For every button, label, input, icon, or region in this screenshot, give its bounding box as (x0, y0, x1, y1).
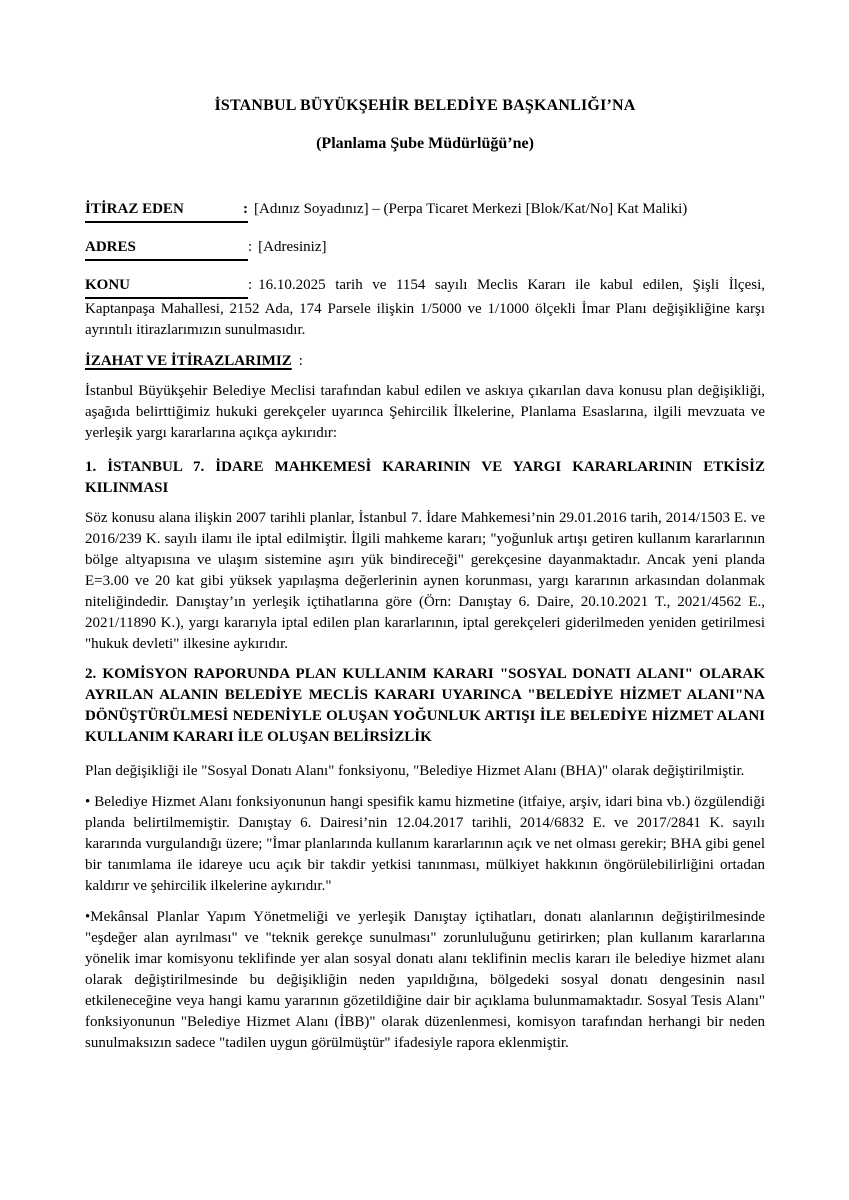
field-colon: : (243, 201, 248, 217)
field-colon: : (248, 277, 253, 293)
section2-intro-paragraph: Plan değişikliği ile "Sosyal Donatı Alanı" fonksiyonu, "Belediye Hizmet Alanı (BHA)" olarak değiştirilmiştir. (85, 763, 745, 779)
izahat-heading: İZAHAT VE İTİRAZLARIMIZ (85, 353, 292, 369)
document-subtitle: (Planlama Şube Müdürlüğü’ne) (316, 135, 534, 152)
izahat-intro-paragraph: İstanbul Büyükşehir Belediye Meclisi tarafından kabul edilen ve askıya çıkarılan dava konusu plan değişikliği, aşağıda belirttiğimiz hukuki gerekçeler uyarınca Şehircilik İlkelerine, Planlama Esaslarına, ilgili mevzuata ve yerleşik yargı kararlarına açıkça aykırıdır: (85, 383, 765, 441)
field-value-konu: 16.10.2025 tarih ve 1154 sayılı Meclis Kararı ile kabul edilen, Şişli İlçesi, Kaptanpaşa Mahallesi, 2152 Ada, 174 Parsele ilişkin 1/5000 ve 1/1000 ölçekli İmar Planı değişikliğine karşı ayrıntılı itirazlarımızın sunulmasıdır. (85, 277, 765, 338)
izahat-heading-row (85, 351, 765, 372)
section1-body-paragraph: Söz konusu alana ilişkin 2007 tarihli planlar, İstanbul 7. İdare Mahkemesi’nin 29.01.2016 tarih, 2014/1503 E. ve 2016/239 K. sayılı ilamı ile iptal edilmiştir. İlgili mahkeme kararı; "yoğunluk artışı getiren kullanım kararlarının bölge altyapısına ve ulaşım sistemine aşırı yük bindireceği" gerekçesine dayanmaktadır. Ancak yeni planda E=3.00 ve 20 kat gibi yüksek yapılaşma değerlerinin aynen korunması, yargı kararının arkasından dolanmak niteliğindedir. Danıştay’ın yerleşik içtihatlarına göre (Örn: Danıştay 6. Daire, 20.10.2021 T., 2021/4562 E., 2021/11890 K.), yargı kararıyla iptal edilen plan kararlarının, iptal gerekçeleri giderilmeden yeniden getirilmesi "hukuk devleti" ilkesine aykırıdır. (85, 510, 765, 652)
field-label-konu: KONU (85, 275, 248, 299)
field-label-text: İTİRAZ EDEN (85, 201, 184, 217)
field-label-adres: ADRES (85, 237, 248, 261)
field-value-itiraz-eden: [Adınız Soyadınız] – (Perpa Ticaret Merkezi [Blok/Kat/No] Kat Maliki) (254, 201, 688, 217)
field-label-itiraz-eden (85, 199, 248, 223)
section2-bullet1-paragraph: • Belediye Hizmet Alanı fonksiyonunun hangi spesifik kamu hizmetine (itfaiye, arşiv, idari bina vb.) özgülendiği planda belirtilmemiştir. Danıştay 6. Dairesi’nin 12.04.2017 tarihli, 2014/6832 E. ve 2017/2841 K. sayılı kararında vurgulandığı üzere; "İmar planlarında kullanım kararlarının açık ve net olması gerekir; BHA gibi genel bir tanımlama ile idareye ucu açık bir takdir yetkisi tanınması, mülkiyet hakkının öngörülebilirliğini ortadan kaldırır ve şehircilik ilkelerine aykırıdır." (85, 794, 765, 894)
field-colon: : (248, 239, 253, 255)
izahat-colon: : (298, 353, 303, 369)
field-value-adres: [Adresiniz] (258, 239, 327, 255)
field-row-konu (85, 275, 765, 341)
field-row-adres (85, 237, 765, 261)
section2-heading: 2. KOMİSYON RAPORUNDA PLAN KULLANIM KARARI "SOSYAL DONATI ALANI" OLARAK AYRILAN ALANIN BELEDİYE MECLİS KARARI UYARINCA "BELEDİYE HİZMET ALANI"NA DÖNÜŞTÜRÜLMESİ NEDENİYLE OLUŞAN YOĞUNLUK ARTIŞI İLE BELEDİYE HİZMET ALANI KULLANIM KARARI İLE OLUŞAN BELİRSİZLİK (85, 666, 765, 745)
section1-heading: 1. İSTANBUL 7. İDARE MAHKEMESİ KARARININ VE YARGI KARARLARININ ETKİSİZ KILINMASI (85, 459, 765, 496)
field-row-itiraz-eden (85, 199, 765, 223)
document-title: İSTANBUL BÜYÜKŞEHİR BELEDİYE BAŞKANLIĞI’NA (214, 97, 636, 114)
section2-bullet2-paragraph: •Mekânsal Planlar Yapım Yönetmeliği ve yerleşik Danıştay içtihatları, donatı alanlarının değiştirilmesinde "eşdeğer alan ayrılması" ve "teknik gerekçe sunulması" zorunluluğunu getirirken; plan kullanım kararlarına yönelik imar komisyonu teklifinde yer alan sosyal donatı alanı teklifinin meclis kararı ile belediye hizmet alanı olarak değiştirilmesinde bu değişikliğin neden yapıldığına, bölgedeki sosyal donatı dengesinin nasıl etkileneceğine veya hangi kamu yararının gözetildiğine dair bir açıklama bulunmamaktadır. Sosyal Tesis Alanı" fonksiyonunun "Belediye Hizmet Alanı (İBB)" olarak düzenlenmesi, komisyon tarafından herhangi bir neden sunulmaksızın sadece "tadilen uygun görülmüştür" ifadesiyle rapora eklenmiştir. (85, 909, 765, 1051)
